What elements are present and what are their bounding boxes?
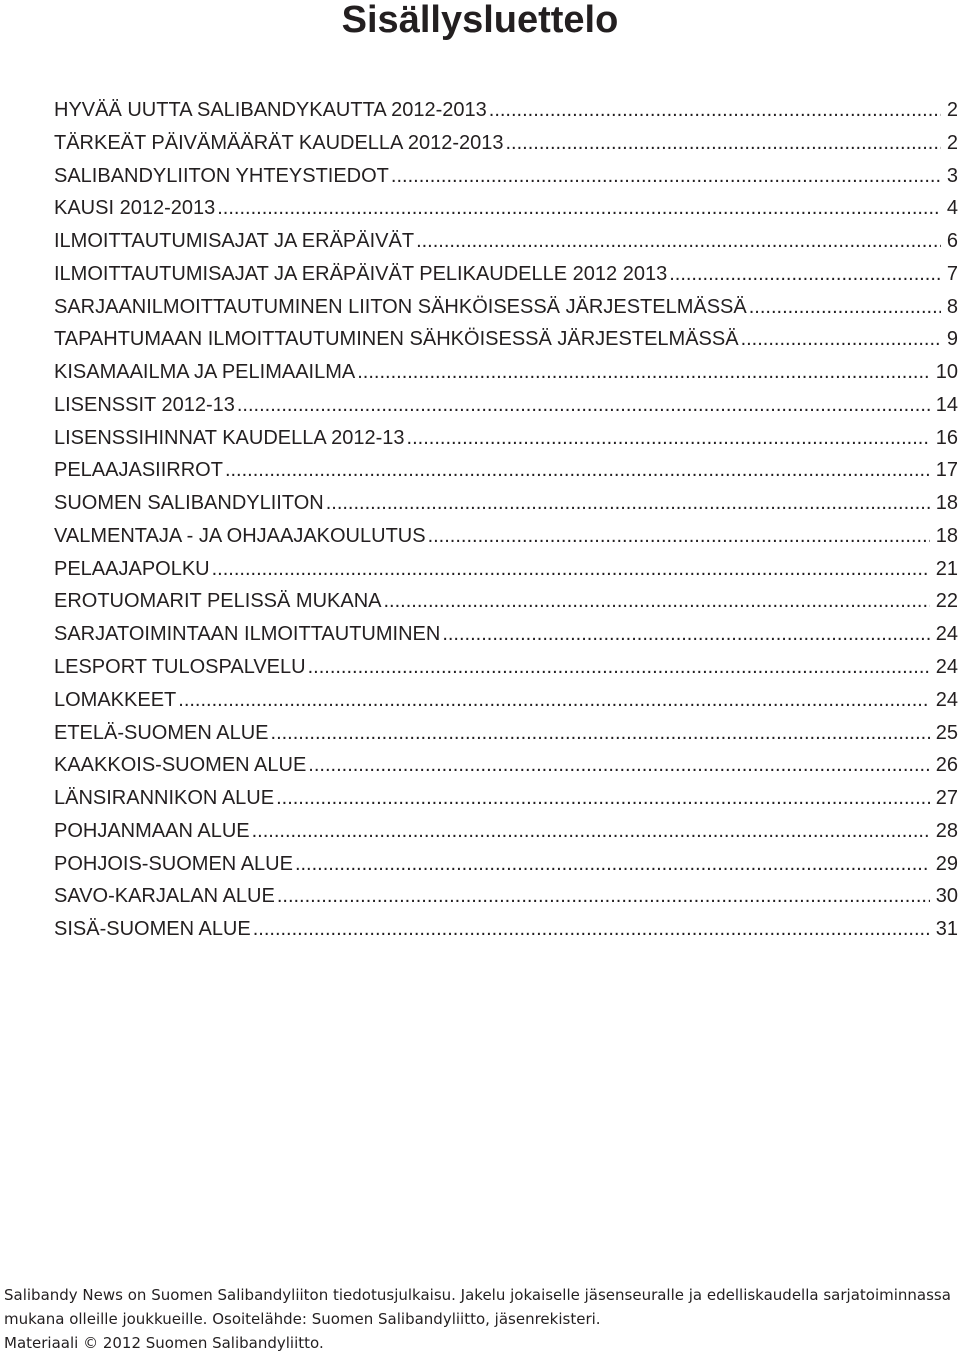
- toc-entry-label: ILMOITTAUTUMISAJAT JA ERÄPÄIVÄT: [54, 230, 415, 253]
- dot-leader: [277, 880, 930, 912]
- dot-leader: [489, 94, 941, 126]
- toc-entry-label: LISENSSIHINNAT KAUDELLA 2012-13: [54, 426, 405, 449]
- dot-leader: [428, 520, 930, 552]
- toc-row[interactable]: [54, 356, 958, 389]
- toc-row[interactable]: [54, 258, 958, 291]
- toc-row[interactable]: [54, 94, 958, 127]
- toc-entry-label: SUOMEN SALIBANDYLIITON: [54, 492, 324, 515]
- dot-leader: [741, 323, 941, 355]
- toc-entry-label: SAVO-KARJALAN ALUE: [54, 885, 275, 908]
- dot-leader: [669, 258, 941, 290]
- dot-leader: [178, 684, 929, 716]
- toc-entry-label: SALIBANDYLIITON YHTEYSTIEDOT: [54, 164, 389, 187]
- toc-entry-label: LISENSSIT 2012-13: [54, 393, 235, 416]
- toc-entry-page: 4: [946, 197, 958, 220]
- dot-leader: [407, 422, 930, 454]
- toc-row[interactable]: [54, 192, 958, 225]
- toc-entry-label: ILMOITTAUTUMISAJAT JA ERÄPÄIVÄT PELIKAUDELLE 2012 2013: [54, 262, 668, 285]
- dot-leader: [308, 651, 930, 683]
- toc-entry-page: 27: [935, 787, 958, 810]
- dot-leader: [212, 553, 930, 585]
- toc-entry-label: POHJOIS-SUOMEN ALUE: [54, 852, 293, 875]
- publication-footer: [4, 1283, 954, 1355]
- toc-row[interactable]: [54, 913, 958, 946]
- toc-entry-label: PELAAJASIIRROT: [54, 459, 223, 482]
- toc-entry-page: 3: [946, 164, 958, 187]
- dot-leader: [442, 618, 929, 650]
- dot-leader: [749, 291, 941, 323]
- toc-entry-page: 6: [946, 230, 958, 253]
- toc-entry-label: VALMENTAJA - JA OHJAAJAKOULUTUS: [54, 524, 426, 547]
- dot-leader: [391, 160, 941, 192]
- toc-entry-page: 24: [935, 623, 958, 646]
- dot-leader: [383, 585, 929, 617]
- toc-entry-page: 24: [935, 656, 958, 679]
- toc-row[interactable]: [54, 127, 958, 160]
- toc-entry-label: KAAKKOIS-SUOMEN ALUE: [54, 754, 307, 777]
- toc-row[interactable]: [54, 618, 958, 651]
- toc-entry-page: 31: [935, 918, 958, 941]
- toc-entry-page: 17: [935, 459, 958, 482]
- toc-entry-page: 14: [935, 393, 958, 416]
- table-of-contents: [54, 94, 958, 946]
- dot-leader: [326, 487, 930, 519]
- toc-row[interactable]: [54, 880, 958, 913]
- toc-row[interactable]: [54, 782, 958, 815]
- toc-entry-label: KAUSI 2012-2013: [54, 197, 216, 220]
- toc-entry-page: 30: [935, 885, 958, 908]
- dot-leader: [253, 913, 930, 945]
- toc-row[interactable]: [54, 684, 958, 717]
- dot-leader: [276, 782, 930, 814]
- toc-entry-page: 2: [946, 99, 958, 121]
- toc-entry-label: LESPORT TULOSPALVELU: [54, 656, 306, 679]
- toc-entry-page: 28: [935, 819, 958, 842]
- toc-row[interactable]: [54, 651, 958, 684]
- dot-leader: [295, 848, 930, 880]
- toc-entry-label: POHJANMAAN ALUE: [54, 819, 250, 842]
- toc-row[interactable]: [54, 160, 958, 193]
- toc-entry-page: 18: [935, 492, 958, 515]
- toc-entry-page: 18: [935, 524, 958, 547]
- toc-entry-label: EROTUOMARIT PELISSÄ MUKANA: [54, 590, 382, 613]
- toc-entry-label: SISÄ-SUOMEN ALUE: [54, 918, 251, 941]
- dot-leader: [357, 356, 930, 388]
- toc-row[interactable]: [54, 291, 958, 324]
- dot-leader: [308, 749, 929, 781]
- toc-row[interactable]: [54, 553, 958, 586]
- toc-row[interactable]: [54, 520, 958, 553]
- toc-row[interactable]: [54, 422, 958, 455]
- toc-entry-label: HYVÄÄ UUTTA SALIBANDYKAUTTA 2012-2013: [54, 99, 487, 121]
- toc-row[interactable]: [54, 454, 958, 487]
- toc-entry-page: 25: [935, 721, 958, 744]
- toc-entry-label: KISAMAAILMA JA PELIMAAILMA: [54, 361, 356, 384]
- toc-entry-page: 2: [946, 131, 958, 154]
- toc-row[interactable]: [54, 585, 958, 618]
- toc-entry-page: 21: [935, 557, 958, 580]
- toc-entry-page: 9: [946, 328, 958, 351]
- toc-entry-page: 10: [935, 361, 958, 384]
- toc-row[interactable]: [54, 848, 958, 881]
- toc-entry-page: 22: [935, 590, 958, 613]
- toc-entry-label: ETELÄ-SUOMEN ALUE: [54, 721, 269, 744]
- toc-row[interactable]: [54, 389, 958, 422]
- dot-leader: [416, 225, 941, 257]
- dot-leader: [505, 127, 940, 159]
- toc-row[interactable]: [54, 717, 958, 750]
- toc-row[interactable]: [54, 323, 958, 356]
- toc-entry-label: TÄRKEÄT PÄIVÄMÄÄRÄT KAUDELLA 2012-2013: [54, 131, 504, 154]
- toc-entry-label: LOMAKKEET: [54, 688, 177, 711]
- toc-row[interactable]: [54, 487, 958, 520]
- toc-entry-label: SARJAANILMOITTAUTUMINEN LIITON SÄHKÖISESSÄ JÄRJESTELMÄSSÄ: [54, 295, 747, 318]
- footer-line: Salibandy News on Suomen Salibandyliiton tiedotusjulkaisu. Jakelu jokaiselle jäsenseuralle ja edelliskaudella sarjatoiminnassa: [4, 1286, 951, 1304]
- copyright-line: Materiaali © 2012 Suomen Salibandyliitto.: [4, 1334, 324, 1352]
- toc-entry-page: 26: [935, 754, 958, 777]
- toc-entry-page: 29: [935, 852, 958, 875]
- dot-leader: [271, 717, 930, 749]
- footer-line: mukana olleille joukkueille. Osoitelähde: Suomen Salibandyliitto, jäsenrekisteri.: [4, 1310, 601, 1328]
- dot-leader: [225, 454, 930, 486]
- toc-entry-page: 24: [935, 688, 958, 711]
- toc-row[interactable]: [54, 225, 958, 258]
- toc-entry-label: LÄNSIRANNIKON ALUE: [54, 787, 275, 810]
- toc-entry-page: 7: [946, 262, 958, 285]
- dot-leader: [252, 815, 930, 847]
- toc-entry-label: TAPAHTUMAAN ILMOITTAUTUMINEN SÄHKÖISESSÄ JÄRJESTELMÄSSÄ: [54, 328, 739, 351]
- toc-entry-label: SARJATOIMINTAAN ILMOITTAUTUMINEN: [54, 623, 441, 646]
- page-title: Sisällysluettelo: [341, 0, 619, 41]
- toc-entry-page: 16: [935, 426, 958, 449]
- dot-leader: [217, 192, 941, 224]
- dot-leader: [237, 389, 930, 421]
- toc-entry-label: PELAAJAPOLKU: [54, 557, 210, 580]
- toc-row[interactable]: [54, 815, 958, 848]
- toc-row[interactable]: [54, 749, 958, 782]
- toc-entry-page: 8: [946, 295, 958, 318]
